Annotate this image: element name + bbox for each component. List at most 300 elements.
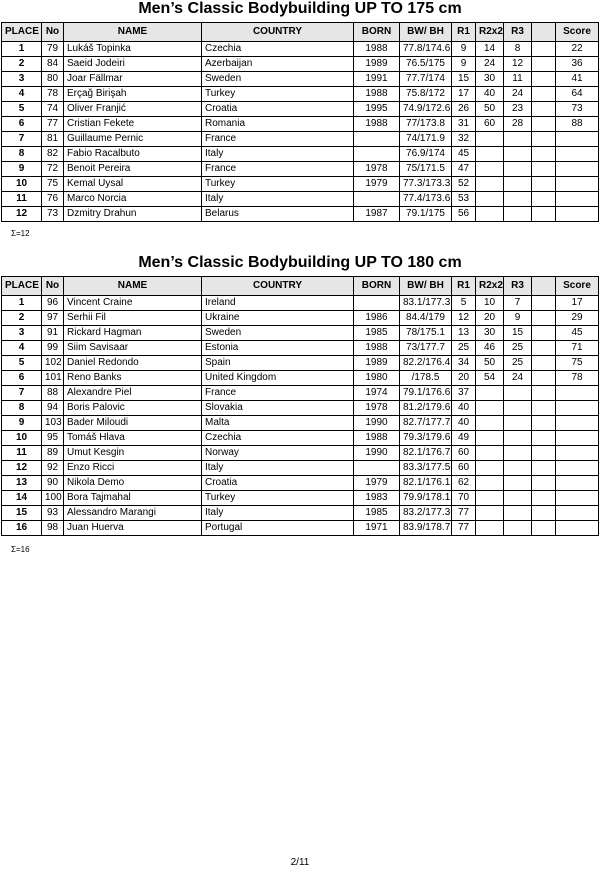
cell-r3 xyxy=(504,401,532,416)
table-row xyxy=(2,521,599,536)
cell-country: Croatia xyxy=(202,476,354,491)
cell-place: 14 xyxy=(2,491,42,506)
cell-score: 88 xyxy=(556,117,599,132)
results-table-body xyxy=(2,296,599,536)
cell-name: Serhii Fil xyxy=(64,311,202,326)
table-row xyxy=(2,371,599,386)
cell-place: 11 xyxy=(2,192,42,207)
cell-r1: 25 xyxy=(452,341,476,356)
table-row xyxy=(2,87,599,102)
cell-bw-bh: 76.5/175 xyxy=(400,57,452,72)
cell-r2x2 xyxy=(476,521,504,536)
cell-r1: 9 xyxy=(452,57,476,72)
col-header-r2x2: R2x2 xyxy=(476,23,504,42)
cell-r2x2 xyxy=(476,162,504,177)
cell-r3 xyxy=(504,446,532,461)
cell-no: 95 xyxy=(42,431,64,446)
cell-place: 7 xyxy=(2,386,42,401)
cell-no: 72 xyxy=(42,162,64,177)
cell-score xyxy=(556,386,599,401)
cell-r1: 52 xyxy=(452,177,476,192)
cell-name: Dzmitry Drahun xyxy=(64,207,202,222)
cell-no: 88 xyxy=(42,386,64,401)
cell-r2x2 xyxy=(476,461,504,476)
cell-no: 90 xyxy=(42,476,64,491)
cell-no: 93 xyxy=(42,506,64,521)
cell-name: Guillaume Pernic xyxy=(64,132,202,147)
cell-r1: 62 xyxy=(452,476,476,491)
cell-name: Nikola Demo xyxy=(64,476,202,491)
section-title: Men’s Classic Bodybuilding UP TO 175 cm xyxy=(138,0,462,17)
cell-blank xyxy=(532,356,556,371)
cell-blank xyxy=(532,57,556,72)
cell-r3: 9 xyxy=(504,311,532,326)
cell-score: 22 xyxy=(556,42,599,57)
cell-place: 8 xyxy=(2,147,42,162)
cell-bw-bh: 84.4/179 xyxy=(400,311,452,326)
cell-place: 1 xyxy=(2,42,42,57)
cell-score: 73 xyxy=(556,102,599,117)
col-header-no: No xyxy=(42,23,64,42)
cell-r2x2 xyxy=(476,147,504,162)
cell-bw-bh: 79.1/176.6 xyxy=(400,386,452,401)
table-row xyxy=(2,57,599,72)
cell-country: Ireland xyxy=(202,296,354,311)
cell-score xyxy=(556,192,599,207)
cell-bw-bh: 81.2/179.6 xyxy=(400,401,452,416)
cell-blank xyxy=(532,476,556,491)
cell-blank xyxy=(532,207,556,222)
cell-score xyxy=(556,461,599,476)
cell-r1: 40 xyxy=(452,416,476,431)
cell-score xyxy=(556,147,599,162)
cell-born xyxy=(354,192,400,207)
cell-r1: 13 xyxy=(452,326,476,341)
cell-blank xyxy=(532,296,556,311)
cell-r2x2: 54 xyxy=(476,371,504,386)
table-row xyxy=(2,356,599,371)
cell-r2x2: 40 xyxy=(476,87,504,102)
cell-born: 1985 xyxy=(354,506,400,521)
cell-name: Marco Norcia xyxy=(64,192,202,207)
cell-bw-bh: 77.3/173.3 xyxy=(400,177,452,192)
cell-name: Reno Banks xyxy=(64,371,202,386)
cell-no: 82 xyxy=(42,147,64,162)
section-title: Men’s Classic Bodybuilding UP TO 180 cm xyxy=(138,254,462,271)
cell-bw-bh: 82.2/176.4 xyxy=(400,356,452,371)
sum-label: Σ=16 xyxy=(11,545,30,554)
cell-bw-bh: 82.1/176.1 xyxy=(400,476,452,491)
cell-born: 1988 xyxy=(354,117,400,132)
cell-country: Italy xyxy=(202,461,354,476)
results-table xyxy=(1,276,599,536)
cell-place: 2 xyxy=(2,57,42,72)
table-row xyxy=(2,177,599,192)
cell-blank xyxy=(532,132,556,147)
cell-bw-bh: 75.8/172 xyxy=(400,87,452,102)
cell-r1: 37 xyxy=(452,386,476,401)
cell-born: 1983 xyxy=(354,491,400,506)
cell-r1: 20 xyxy=(452,371,476,386)
cell-bw-bh: 83.2/177.3 xyxy=(400,506,452,521)
cell-r1: 53 xyxy=(452,192,476,207)
cell-r2x2 xyxy=(476,192,504,207)
table-row xyxy=(2,207,599,222)
cell-r2x2 xyxy=(476,401,504,416)
cell-score xyxy=(556,162,599,177)
cell-r3 xyxy=(504,177,532,192)
cell-r1: 26 xyxy=(452,102,476,117)
cell-r3 xyxy=(504,132,532,147)
cell-blank xyxy=(532,117,556,132)
cell-score xyxy=(556,476,599,491)
cell-blank xyxy=(532,326,556,341)
col-header-bw-bh: BW/ BH xyxy=(400,23,452,42)
cell-born: 1979 xyxy=(354,476,400,491)
cell-r3 xyxy=(504,431,532,446)
cell-score xyxy=(556,416,599,431)
cell-no: 101 xyxy=(42,371,64,386)
cell-place: 6 xyxy=(2,117,42,132)
cell-blank xyxy=(532,341,556,356)
table-row xyxy=(2,147,599,162)
cell-no: 73 xyxy=(42,207,64,222)
cell-r3 xyxy=(504,461,532,476)
cell-name: Rickard Hagman xyxy=(64,326,202,341)
cell-place: 2 xyxy=(2,311,42,326)
cell-country: Belarus xyxy=(202,207,354,222)
cell-no: 84 xyxy=(42,57,64,72)
cell-r3: 24 xyxy=(504,87,532,102)
cell-place: 9 xyxy=(2,416,42,431)
cell-name: Daniel Redondo xyxy=(64,356,202,371)
cell-no: 77 xyxy=(42,117,64,132)
cell-r3 xyxy=(504,162,532,177)
cell-born: 1979 xyxy=(354,177,400,192)
cell-bw-bh: 83.3/177.5 xyxy=(400,461,452,476)
cell-r1: 60 xyxy=(452,446,476,461)
cell-r2x2 xyxy=(476,491,504,506)
cell-born: 1989 xyxy=(354,57,400,72)
cell-r2x2 xyxy=(476,446,504,461)
table-row xyxy=(2,162,599,177)
cell-bw-bh: 77.4/173.6 xyxy=(400,192,452,207)
cell-blank xyxy=(532,72,556,87)
cell-country: Italy xyxy=(202,192,354,207)
cell-name: Siim Savisaar xyxy=(64,341,202,356)
cell-place: 5 xyxy=(2,102,42,117)
cell-name: Alessandro Marangi xyxy=(64,506,202,521)
col-header-bw-bh: BW/ BH xyxy=(400,277,452,296)
table-header-row xyxy=(2,277,599,296)
cell-name: Fabio Racalbuto xyxy=(64,147,202,162)
cell-r1: 9 xyxy=(452,42,476,57)
cell-r3: 23 xyxy=(504,102,532,117)
col-header-born: BORN xyxy=(354,277,400,296)
cell-score xyxy=(556,177,599,192)
table-row xyxy=(2,42,599,57)
cell-r3: 11 xyxy=(504,72,532,87)
cell-no: 76 xyxy=(42,192,64,207)
cell-score: 64 xyxy=(556,87,599,102)
col-header-country: COUNTRY xyxy=(202,277,354,296)
cell-name: Vincent Craine xyxy=(64,296,202,311)
cell-country: Romania xyxy=(202,117,354,132)
cell-country: Czechia xyxy=(202,431,354,446)
cell-no: 100 xyxy=(42,491,64,506)
cell-place: 12 xyxy=(2,461,42,476)
cell-name: Alexandre Piel xyxy=(64,386,202,401)
cell-bw-bh: 75/171.5 xyxy=(400,162,452,177)
cell-blank xyxy=(532,192,556,207)
cell-r3 xyxy=(504,491,532,506)
cell-country: Turkey xyxy=(202,491,354,506)
cell-born: 1988 xyxy=(354,431,400,446)
cell-score: 71 xyxy=(556,341,599,356)
cell-place: 5 xyxy=(2,356,42,371)
cell-born: 1988 xyxy=(354,341,400,356)
page-number: 2/11 xyxy=(290,857,310,868)
table-row xyxy=(2,506,599,521)
cell-place: 12 xyxy=(2,207,42,222)
cell-name: Cristian Fekete xyxy=(64,117,202,132)
cell-r3: 12 xyxy=(504,57,532,72)
table-row xyxy=(2,102,599,117)
cell-bw-bh: 73/177.7 xyxy=(400,341,452,356)
cell-country: France xyxy=(202,386,354,401)
cell-r3: 15 xyxy=(504,326,532,341)
cell-place: 16 xyxy=(2,521,42,536)
cell-bw-bh: 77.7/174 xyxy=(400,72,452,87)
cell-r1: 31 xyxy=(452,117,476,132)
cell-country: Slovakia xyxy=(202,401,354,416)
cell-score xyxy=(556,132,599,147)
cell-country: Azerbaijan xyxy=(202,57,354,72)
cell-r2x2: 60 xyxy=(476,117,504,132)
cell-r2x2: 50 xyxy=(476,102,504,117)
cell-r2x2: 24 xyxy=(476,57,504,72)
cell-place: 3 xyxy=(2,326,42,341)
col-header-country: COUNTRY xyxy=(202,23,354,42)
col-header-name: NAME xyxy=(64,23,202,42)
cell-place: 3 xyxy=(2,72,42,87)
col-header-name: NAME xyxy=(64,277,202,296)
cell-name: Benoit Pereira xyxy=(64,162,202,177)
table-row xyxy=(2,431,599,446)
cell-bw-bh: 74.9/172.6 xyxy=(400,102,452,117)
cell-name: Bora Tajmahal xyxy=(64,491,202,506)
results-section-175 xyxy=(0,0,600,238)
cell-no: 99 xyxy=(42,341,64,356)
cell-no: 98 xyxy=(42,521,64,536)
table-row xyxy=(2,386,599,401)
cell-name: Enzo Ricci xyxy=(64,461,202,476)
cell-score: 78 xyxy=(556,371,599,386)
cell-r3 xyxy=(504,207,532,222)
cell-no: 97 xyxy=(42,311,64,326)
cell-bw-bh: 82.7/177.7 xyxy=(400,416,452,431)
cell-name: Boris Palovic xyxy=(64,401,202,416)
cell-r1: 60 xyxy=(452,461,476,476)
cell-bw-bh: /178.5 xyxy=(400,371,452,386)
cell-born: 1974 xyxy=(354,386,400,401)
table-row xyxy=(2,341,599,356)
cell-r3: 8 xyxy=(504,42,532,57)
cell-name: Juan Huerva xyxy=(64,521,202,536)
cell-name: Saeid Jodeiri xyxy=(64,57,202,72)
cell-name: Umut Kesgin xyxy=(64,446,202,461)
col-header-r2x2: R2x2 xyxy=(476,277,504,296)
cell-born: 1990 xyxy=(354,416,400,431)
cell-name: Kemal Uysal xyxy=(64,177,202,192)
cell-no: 103 xyxy=(42,416,64,431)
cell-score: 75 xyxy=(556,356,599,371)
cell-score xyxy=(556,207,599,222)
cell-country: United Kingdom xyxy=(202,371,354,386)
cell-r3 xyxy=(504,416,532,431)
col-header-blank xyxy=(532,23,556,42)
cell-no: 89 xyxy=(42,446,64,461)
cell-r2x2 xyxy=(476,386,504,401)
cell-born: 1991 xyxy=(354,72,400,87)
cell-score xyxy=(556,491,599,506)
cell-blank xyxy=(532,446,556,461)
col-header-place: PLACE xyxy=(2,277,42,296)
cell-r1: 17 xyxy=(452,87,476,102)
cell-country: Sweden xyxy=(202,326,354,341)
cell-score xyxy=(556,506,599,521)
cell-country: Italy xyxy=(202,506,354,521)
col-header-r3: R3 xyxy=(504,277,532,296)
cell-no: 74 xyxy=(42,102,64,117)
cell-no: 91 xyxy=(42,326,64,341)
cell-born: 1986 xyxy=(354,311,400,326)
table-header-row xyxy=(2,23,599,42)
cell-country: Turkey xyxy=(202,87,354,102)
cell-country: Spain xyxy=(202,356,354,371)
table-row xyxy=(2,72,599,87)
col-header-r1: R1 xyxy=(452,277,476,296)
cell-r2x2 xyxy=(476,416,504,431)
cell-blank xyxy=(532,401,556,416)
cell-born: 1985 xyxy=(354,326,400,341)
cell-r1: 34 xyxy=(452,356,476,371)
table-row xyxy=(2,401,599,416)
cell-r3 xyxy=(504,147,532,162)
cell-born xyxy=(354,461,400,476)
cell-r2x2 xyxy=(476,431,504,446)
table-row xyxy=(2,326,599,341)
cell-country: Turkey xyxy=(202,177,354,192)
cell-no: 75 xyxy=(42,177,64,192)
cell-blank xyxy=(532,521,556,536)
cell-bw-bh: 82.1/176.7 xyxy=(400,446,452,461)
cell-r3: 28 xyxy=(504,117,532,132)
cell-country: Italy xyxy=(202,147,354,162)
cell-r1: 12 xyxy=(452,311,476,326)
table-row xyxy=(2,416,599,431)
cell-name: Bader Miloudi xyxy=(64,416,202,431)
cell-score xyxy=(556,401,599,416)
cell-bw-bh: 74/171.9 xyxy=(400,132,452,147)
cell-country: Norway xyxy=(202,446,354,461)
cell-place: 6 xyxy=(2,371,42,386)
cell-score xyxy=(556,431,599,446)
cell-name: Joar Fällmar xyxy=(64,72,202,87)
cell-country: Czechia xyxy=(202,42,354,57)
table-row xyxy=(2,476,599,491)
cell-place: 4 xyxy=(2,87,42,102)
cell-born: 1988 xyxy=(354,87,400,102)
cell-r3: 24 xyxy=(504,371,532,386)
table-row xyxy=(2,132,599,147)
cell-no: 102 xyxy=(42,356,64,371)
col-header-r1: R1 xyxy=(452,23,476,42)
cell-r1: 77 xyxy=(452,506,476,521)
cell-country: France xyxy=(202,162,354,177)
cell-name: Oliver Franjić xyxy=(64,102,202,117)
cell-score: 17 xyxy=(556,296,599,311)
cell-r1: 15 xyxy=(452,72,476,87)
cell-blank xyxy=(532,506,556,521)
cell-score xyxy=(556,521,599,536)
cell-r2x2 xyxy=(476,132,504,147)
cell-r1: 32 xyxy=(452,132,476,147)
cell-born: 1990 xyxy=(354,446,400,461)
cell-name: Erçağ Birişah xyxy=(64,87,202,102)
cell-r3 xyxy=(504,476,532,491)
cell-score xyxy=(556,446,599,461)
cell-r2x2 xyxy=(476,476,504,491)
cell-name: Tomáš Hlava xyxy=(64,431,202,446)
cell-place: 7 xyxy=(2,132,42,147)
cell-blank xyxy=(532,311,556,326)
cell-r1: 70 xyxy=(452,491,476,506)
cell-score: 36 xyxy=(556,57,599,72)
cell-country: Portugal xyxy=(202,521,354,536)
cell-r2x2: 50 xyxy=(476,356,504,371)
results-table xyxy=(1,22,599,222)
cell-place: 9 xyxy=(2,162,42,177)
cell-place: 8 xyxy=(2,401,42,416)
cell-r2x2: 30 xyxy=(476,72,504,87)
cell-place: 1 xyxy=(2,296,42,311)
cell-blank xyxy=(532,102,556,117)
cell-bw-bh: 83.9/178.7 xyxy=(400,521,452,536)
col-header-blank xyxy=(532,277,556,296)
cell-country: Ukraine xyxy=(202,311,354,326)
cell-born xyxy=(354,132,400,147)
cell-r1: 47 xyxy=(452,162,476,177)
cell-blank xyxy=(532,416,556,431)
cell-r3 xyxy=(504,192,532,207)
cell-blank xyxy=(532,42,556,57)
cell-bw-bh: 78/175.1 xyxy=(400,326,452,341)
cell-place: 13 xyxy=(2,476,42,491)
cell-born: 1995 xyxy=(354,102,400,117)
cell-blank xyxy=(532,431,556,446)
cell-country: Malta xyxy=(202,416,354,431)
cell-born xyxy=(354,147,400,162)
cell-bw-bh: 76.9/174 xyxy=(400,147,452,162)
cell-country: Sweden xyxy=(202,72,354,87)
sum-label: Σ=12 xyxy=(11,229,30,238)
cell-bw-bh: 79.3/179.6 xyxy=(400,431,452,446)
cell-place: 15 xyxy=(2,506,42,521)
cell-r3: 7 xyxy=(504,296,532,311)
table-row xyxy=(2,192,599,207)
cell-bw-bh: 77/173.8 xyxy=(400,117,452,132)
